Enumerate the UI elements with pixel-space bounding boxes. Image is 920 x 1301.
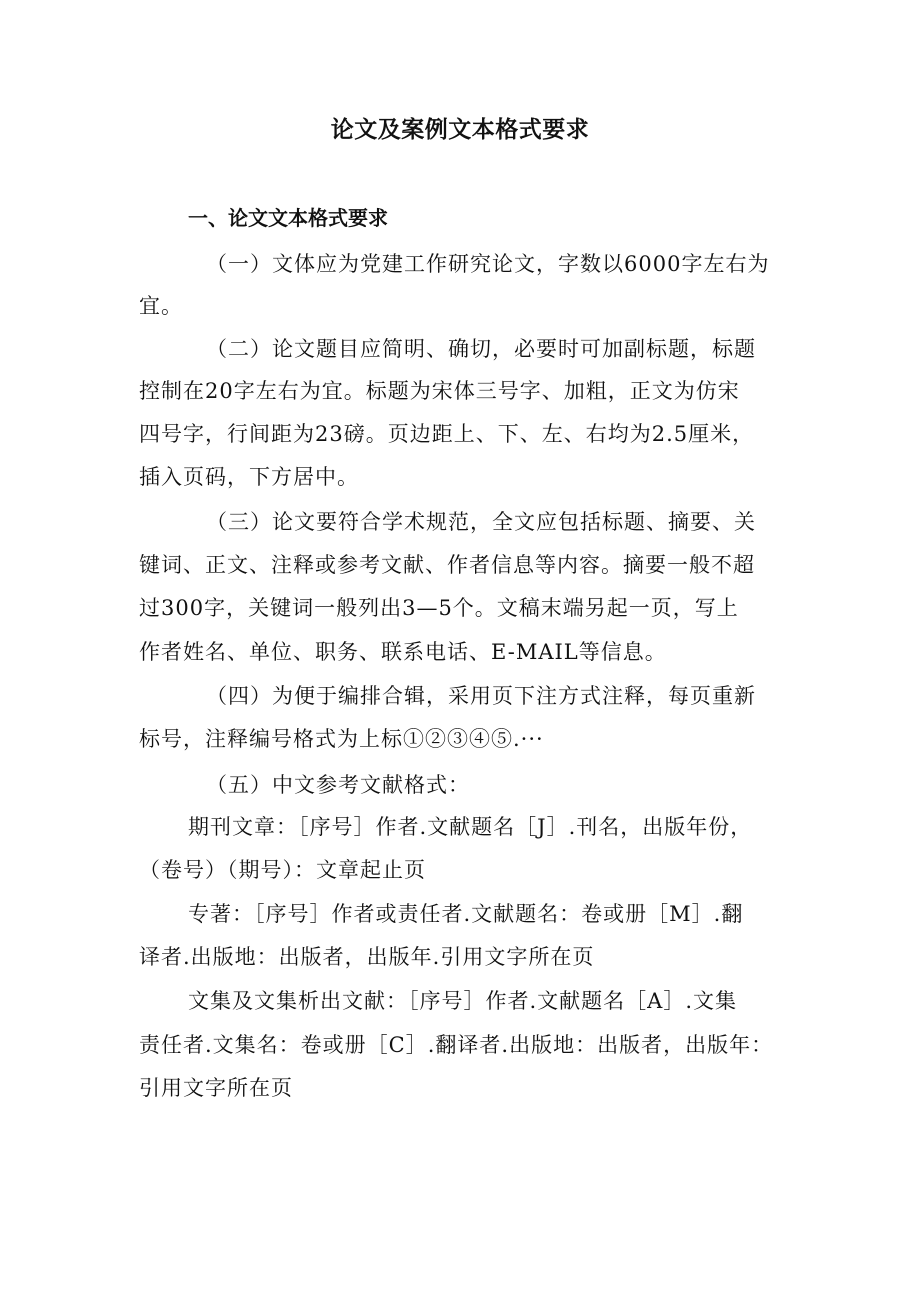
- paragraph-2-line-1: （二）论文题目应简明、确切，必要时可加副标题，标题: [206, 337, 756, 361]
- reference-monograph-line-1: 专著：［序号］作者或责任者.文献题名：卷或册［M］.翻: [188, 902, 744, 926]
- section-heading: 一、论文文本格式要求: [188, 206, 388, 230]
- reference-collection-line-2: 责任者.文集名：卷或册［C］.翻译者.出版地：出版者，出版年：: [139, 1033, 774, 1057]
- paragraph-3-line-2: 键词、正文、注释或参考文献、作者信息等内容。摘要一般不超: [139, 553, 755, 577]
- paragraph-1-line-2: 宜。: [139, 294, 183, 318]
- reference-journal-line-2: （卷号）（期号）：文章起止页: [139, 858, 426, 882]
- page-title: 论文及案例文本格式要求: [330, 117, 590, 143]
- paragraph-4-line-2: 标号，注释编号格式为上标①②③④⑤.···: [139, 727, 544, 751]
- paragraph-3-line-4: 作者姓名、单位、职务、联系电话、E-MAIL等信息。: [139, 640, 667, 664]
- paragraph-3-line-1: （三）论文要符合学术规范，全文应包括标题、摘要、关: [206, 510, 756, 534]
- reference-collection-line-1: 文集及文集析出文献：［序号］作者.文献题名［A］.文集: [188, 989, 738, 1013]
- paragraph-1-line-1: （一）文体应为党建工作研究论文，字数以6000字左右为: [206, 252, 770, 276]
- reference-journal-line-1: 期刊文章：［序号］作者.文献题名［J］.刊名，出版年份，: [188, 815, 753, 839]
- reference-monograph-line-2: 译者.出版地：出版者，出版年.引用文字所在页: [139, 945, 595, 969]
- paragraph-2-line-2: 控制在20字左右为宜。标题为宋体三号字、加粗，正文为仿宋: [139, 379, 740, 403]
- paragraph-2-line-3: 四号字，行间距为23磅。页边距上、下、左、右均为2.5厘米，: [139, 422, 755, 446]
- reference-collection-line-3: 引用文字所在页: [139, 1076, 293, 1100]
- paragraph-5-line-1: （五）中文参考文献格式：: [206, 773, 470, 797]
- paragraph-4-line-1: （四）为便于编排合辑，采用页下注方式注释，每页重新: [206, 684, 756, 708]
- paragraph-3-line-3: 过300字，关键词一般列出3—5个。文稿末端另起一页，写上: [139, 596, 739, 620]
- paragraph-2-line-4: 插入页码，下方居中。: [139, 465, 359, 489]
